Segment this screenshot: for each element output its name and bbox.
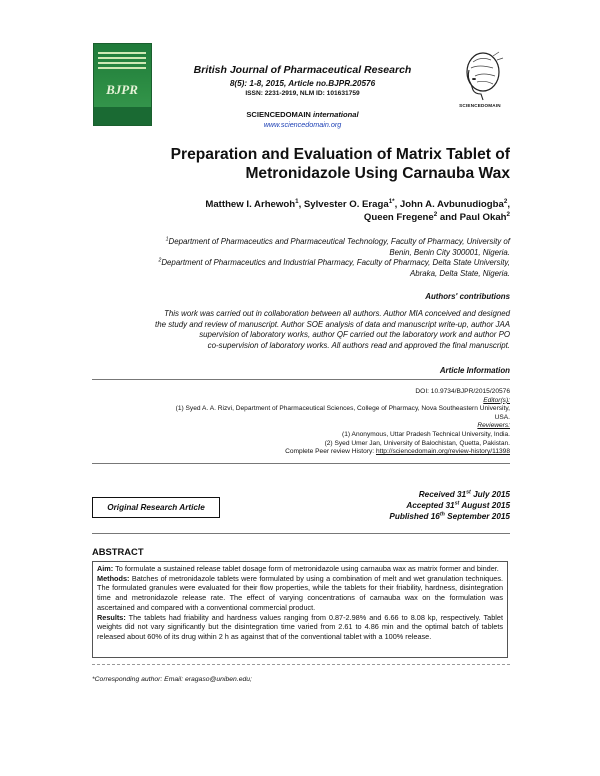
author-sup: 2 — [506, 210, 510, 218]
affiliation-2 — [92, 258, 510, 279]
author-sup: 1* — [388, 197, 395, 205]
aim-label: Aim: — [97, 564, 114, 573]
author-sup: 1 — [295, 197, 299, 205]
cover-art — [94, 107, 151, 125]
journal-title: British Journal of Pharmaceutical Research — [193, 64, 412, 76]
affiliation-line: Department of Pharmaceutics and Pharmaceutical Technology, Faculty of Pharmacy, University of — [168, 237, 510, 246]
abstract-methods — [97, 574, 503, 613]
date-sup: th — [439, 511, 445, 518]
date-sup: st — [466, 489, 471, 496]
author-name: , John A. Avbunudiogba — [394, 199, 504, 210]
date-text: Received 31 — [418, 490, 467, 499]
footnote-divider — [92, 664, 510, 665]
contributions-line: supervision of laboratory works, author QF carried out the laboratory work and author PO — [199, 330, 510, 339]
editor-line: USA. — [494, 413, 510, 421]
author-line-2 — [110, 211, 510, 224]
contributions-line: co-supervision of laboratory works. All authors read and approved the final manuscript. — [207, 340, 510, 350]
title-line-1: Preparation and Evaluation of Matrix Tablet of — [170, 146, 510, 163]
issn-line: ISSN: 2231-2919, NLM ID: 101631759 — [245, 90, 360, 97]
abstract-heading: ABSTRACT — [92, 546, 144, 557]
divider — [92, 533, 510, 534]
journal-cover-image — [93, 43, 152, 126]
abstract-box — [92, 561, 508, 658]
editor-line: (1) Syed A. A. Rizvi, Department of Pharmaceutical Sciences, College of Pharmacy, Nova Southeastern University, — [175, 405, 510, 413]
methods-label: Methods: — [97, 573, 130, 583]
cover-logo: BJPR — [106, 82, 138, 97]
affiliation-line: Department of Pharmaceutics and Industrial Pharmacy, Faculty of Pharmacy, Delta State University, — [161, 258, 510, 267]
author-sup: 2 — [503, 197, 508, 205]
date-text: Accepted 31 — [406, 501, 455, 510]
corresponding-author-footnote: *Corresponding author: Email: eragaso@uniben.edu; — [92, 676, 252, 683]
divider — [92, 379, 510, 380]
author-sup: 2 — [433, 210, 438, 218]
publisher-line — [160, 110, 445, 119]
date-text: September 2015 — [444, 512, 510, 521]
editors-label: Editor(s): — [483, 396, 510, 404]
date-sup: st — [454, 500, 460, 507]
contributions-line: the study and review of manuscript. Author SOE analysis of data and manuscript write-up, author JAA — [155, 319, 510, 329]
doi: DOI: 10.9734/BJPR/2015/20576 — [415, 388, 510, 395]
affiliation-line: Abraka, Delta State, Nigeria. — [410, 268, 510, 278]
affiliation-sup: 2 — [158, 257, 162, 264]
results-label: Results: — [97, 612, 126, 622]
cover-title-band — [98, 49, 146, 75]
reviewers-label: Reviewers: — [477, 422, 510, 430]
reviewer-line: (1) Anonymous, Uttar Pradesh Technical University, India. — [342, 430, 510, 438]
contributions-heading: Authors' contributions — [425, 292, 510, 301]
article-type-box: Original Research Article — [92, 497, 220, 518]
reviewer-line: (2) Syed Umer Jan, University of Balochistan, Quetta, Pakistan. — [324, 439, 510, 447]
abstract-results — [97, 613, 503, 642]
author-name: and Paul Okah — [437, 212, 507, 223]
aim-text: To formulate a sustained release tablet dosage form of metronidazole using carnauba wax as matrix former and binder. — [115, 564, 499, 573]
date-text: August 2015 — [459, 501, 510, 510]
publication-dates — [320, 489, 510, 522]
publisher-suffix: international — [313, 110, 359, 119]
article-title — [92, 145, 510, 183]
article-info — [92, 388, 510, 457]
author-separator: , — [507, 199, 510, 210]
author-name: Queen Fregene — [363, 212, 434, 223]
date-text: July 2015 — [470, 490, 510, 499]
methods-text: Batches of metronidazole tablets were formulated by using a combination of melt and wet granulation techniques. The formulated granules were evaluated for their flow properties, while the tablets for their friability, hardness, disintegration time and metronidazole release rate. The effect of varying concentrations of carnauba wax on the formulation was ascertained and compared with a conventional commercial product. — [97, 573, 503, 612]
author-name: , Sylvester O. Eraga — [298, 199, 389, 210]
affiliation-line: Benin, Benin City 300001, Nigeria. — [389, 247, 510, 257]
date-text: Published 16 — [389, 512, 440, 521]
publisher-name: SCIENCEDOMAIN — [246, 110, 311, 119]
author-line-1 — [110, 198, 510, 211]
title-line-2: Metronidazole Using Carnauba Wax — [245, 165, 510, 182]
divider — [92, 463, 510, 464]
article-info-heading: Article Information — [439, 366, 510, 375]
affiliation-1 — [92, 237, 510, 258]
author-name: Matthew I. Arhewoh — [205, 199, 296, 210]
history-label: Complete Peer review History: — [285, 448, 376, 456]
review-history-link[interactable]: http://sciencedomain.org/review-history/11398 — [375, 448, 510, 456]
abstract-aim — [97, 564, 503, 574]
affiliations — [92, 237, 510, 279]
received-date — [320, 489, 510, 500]
publisher-website-link[interactable]: www.sciencedomain.org — [263, 120, 342, 129]
volume-line: 8(5): 1-8, 2015, Article no.BJPR.20576 — [229, 79, 376, 88]
results-text: The tablets had friability and hardness values ranging from 0.87-2.98% and 6.66 to 8.08 kp, respectively. Tablet weights did not vary significantly but the disintegration time varied from 2.61 to 4.86 min and the optimal batch of tablets released about 60% of its drug within 2 h as against that of the conventional tablet with a 100% release. — [97, 612, 503, 641]
accepted-date — [320, 500, 510, 511]
affiliation-sup: 1 — [165, 236, 169, 243]
publisher-logo-caption: SCIENCEDOMAIN — [459, 103, 501, 108]
contributions-line: This work was carried out in collaboration between all authors. Author MIA conceived and designed — [164, 309, 510, 318]
author-list — [110, 198, 510, 224]
contributions-text — [92, 309, 510, 351]
published-date — [320, 511, 510, 522]
